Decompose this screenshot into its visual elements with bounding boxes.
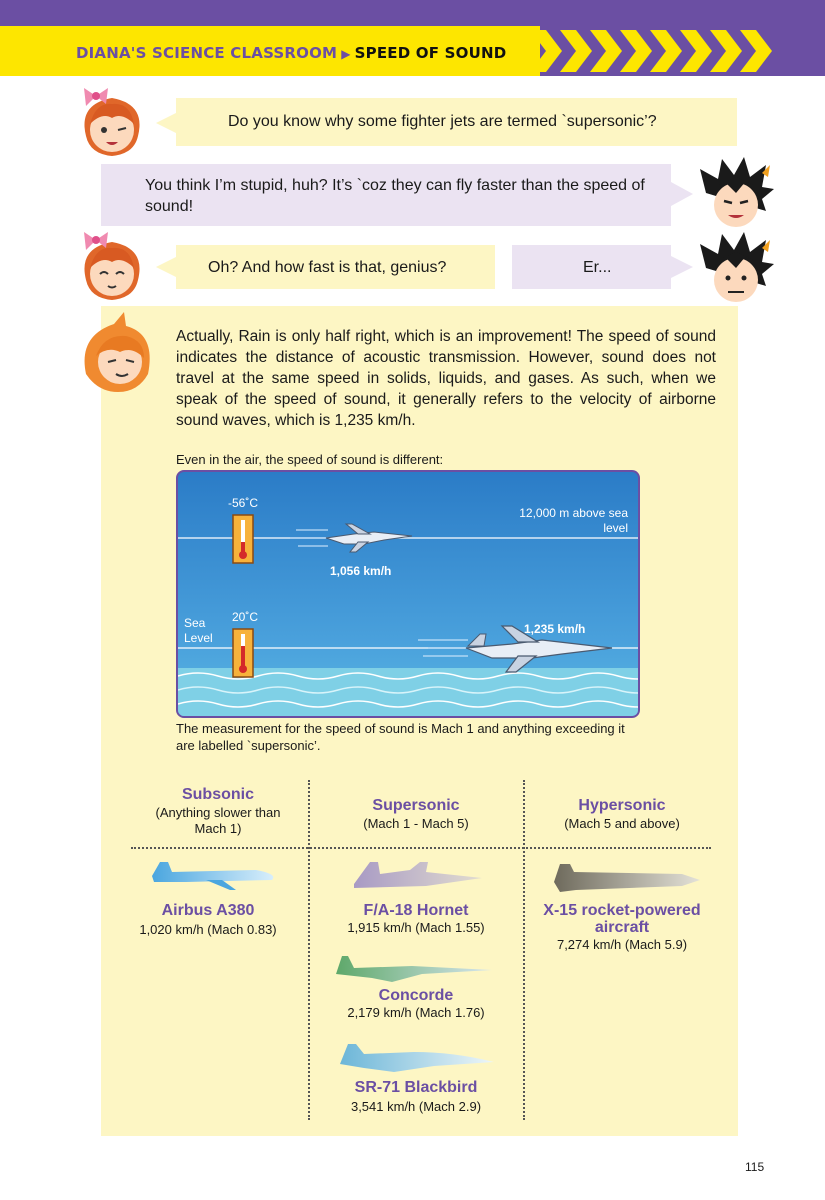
bubble-tail-icon — [156, 112, 178, 134]
boy-face-icon — [696, 230, 776, 310]
category-title: Supersonic — [372, 797, 460, 814]
speech-text: Do you know why some fighter jets are termed `supersonic’? — [228, 113, 657, 130]
row-divider — [131, 847, 711, 849]
speech-bubble — [101, 164, 671, 226]
low-temperature: 20˚C — [232, 610, 259, 624]
column-divider — [308, 780, 310, 1120]
page-title: SPEED OF SOUND — [354, 44, 507, 62]
high-altitude-label: 12,000 m above sea level — [519, 506, 628, 535]
aircraft-name: Concorde — [378, 987, 454, 1004]
speech-bubble — [176, 245, 495, 289]
speech-bubble — [176, 98, 737, 146]
aircraft-name: SR-71 Blackbird — [354, 1079, 478, 1096]
bubble-tail-icon — [671, 256, 693, 278]
boy-face-icon — [696, 155, 776, 235]
category-title: Hypersonic — [578, 797, 666, 814]
thermometer-icon — [232, 628, 254, 678]
speech-text: Er... — [583, 259, 612, 276]
speed-illustration — [176, 470, 640, 718]
bubble-tail-icon — [156, 256, 178, 278]
speech-bubble — [512, 245, 671, 289]
page-number: 115 — [745, 1160, 765, 1174]
bubble-tail-icon — [671, 182, 693, 206]
aircraft-name: X-15 rocket-powered aircraft — [543, 902, 701, 936]
low-speed-label: 1,235 km/h — [524, 622, 586, 636]
high-speed-label: 1,056 km/h — [330, 564, 392, 578]
sea-level-label: Sea Level — [184, 616, 213, 645]
chevron-decoration-icon — [530, 30, 810, 72]
speech-text: You think I’m stupid, huh? It’s `coz they can fly faster than the speed of sound! — [145, 177, 645, 215]
aircraft-speed: 7,274 km/h (Mach 5.9) — [556, 937, 688, 952]
aircraft-name: F/A-18 Hornet — [363, 902, 469, 919]
fighter-jet-icon — [324, 522, 416, 554]
mach-caption: The measurement for the speed of sound is Mach 1 and anything exceeding it are labelled `supersonic’. — [176, 721, 625, 753]
category-title: Subsonic — [181, 786, 254, 803]
illustration-caption: Even in the air, the speed of sound is different: — [176, 452, 444, 467]
blackbird-icon — [334, 1040, 496, 1074]
speech-text: Oh? And how fast is that, genius? — [208, 259, 447, 276]
concorde-icon — [332, 952, 494, 984]
aircraft-speed: 3,541 km/h (Mach 2.9) — [350, 1099, 482, 1114]
aircraft-speed: 1,020 km/h (Mach 0.83) — [139, 922, 277, 937]
girl-face-icon — [72, 228, 152, 308]
fighter-jet-icon — [350, 860, 486, 890]
aircraft-speed: 2,179 km/h (Mach 1.76) — [347, 1005, 485, 1020]
top-band — [0, 0, 825, 26]
girl-face-icon — [72, 84, 152, 164]
category-desc: (Mach 1 - Mach 5) — [363, 816, 469, 831]
high-temperature: -56˚C — [228, 496, 259, 510]
breadcrumb-section: DIANA'S SCIENCE CLASSROOM — [76, 44, 338, 62]
breadcrumb-arrow-icon: ▶ — [341, 47, 351, 61]
breadcrumb — [76, 44, 506, 62]
airliner-icon — [146, 858, 280, 892]
rocket-plane-icon — [552, 862, 702, 894]
thermometer-icon — [232, 514, 254, 564]
category-desc: (Mach 5 and above) — [564, 816, 680, 831]
category-desc: (Anything slower than Mach 1) — [155, 805, 281, 836]
explanation-text: Actually, Rain is only half right, which is an improvement! The speed of sound indicates the distance of acoustic transmission. However, sound does not travel at the same speed in solids, liquids, and gases. As such, when we speak of the speed of sound, it generally refers to the velocity of airborne sound waves, which is 1,235 km/h. — [176, 328, 716, 429]
aircraft-speed: 1,915 km/h (Mach 1.55) — [347, 920, 485, 935]
aircraft-name: Airbus A380 — [161, 902, 255, 919]
teacher-face-icon — [78, 312, 158, 394]
